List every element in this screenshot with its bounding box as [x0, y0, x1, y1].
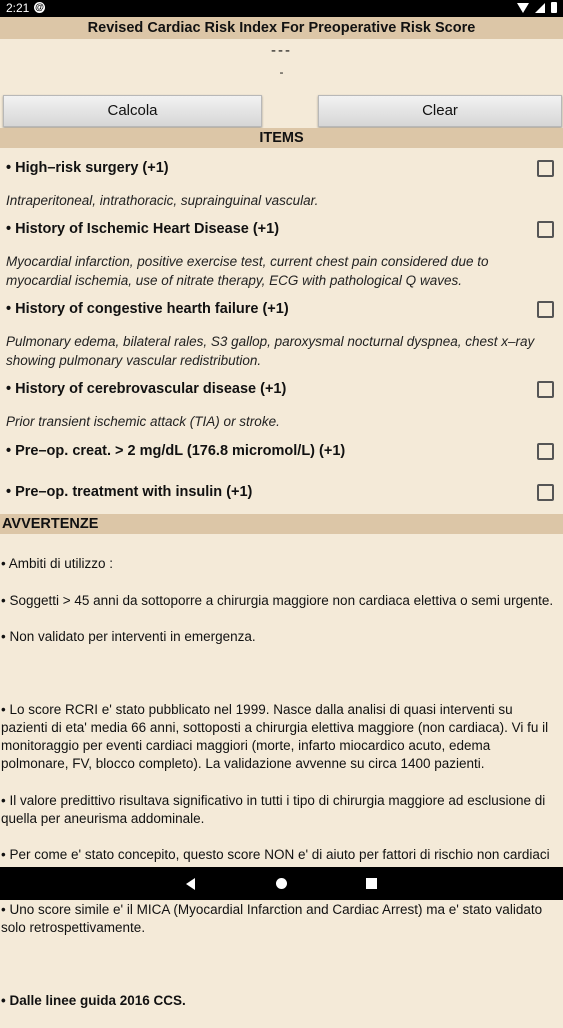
item-heart-failure-checkbox[interactable]	[537, 301, 554, 318]
item-high-risk-surgery-label: • High–risk surgery (+1)	[6, 160, 169, 176]
items-header: ITEMS	[0, 128, 563, 148]
warning-line: • Lo score RCRI e' stato pubblicato nel 1999. Nasce dalla analisi di quasi interventi su pazienti di eta' media 66 anni, sottoposti a chirurgia elettiva maggiore (non cardiaca). Vi fu il monitoraggio per eventi cardiaci maggiori (morte, infarto miocardico acuto, edema polmonare, FV, blocco completo). La validazione avvenne su circa 1400 pazienti.	[1, 701, 549, 772]
item-insulin-checkbox[interactable]	[537, 484, 554, 501]
item-cerebrovascular-label: • History of cerebrovascular disease (+1)	[6, 381, 287, 397]
warning-guideline: • Dalle linee guida 2016 CCS.	[1, 992, 186, 1008]
warning-line: • Non validato per interventi in emergenza.	[1, 629, 256, 645]
item-insulin-label: • Pre–op. treatment with insulin (+1)	[6, 484, 253, 500]
item-ischemic-heart-disease-label: • History of Ischemic Heart Disease (+1)	[6, 221, 280, 237]
recent-apps-icon[interactable]	[366, 878, 377, 889]
back-icon[interactable]	[186, 878, 195, 890]
battery-icon	[551, 2, 557, 13]
wifi-icon	[517, 3, 529, 13]
item-high-risk-surgery-checkbox[interactable]	[537, 160, 554, 177]
item-heart-failure-desc: Pulmonary edema, bilateral rales, S3 gallop, paroxysmal nocturnal dyspnea, chest x–ray showing pulmonary vascular redistribution.	[6, 334, 535, 368]
status-bar	[0, 0, 563, 17]
item-ischemic-heart-disease-desc: Myocardial infarction, positive exercise test, current chest pain considered due to myocardial ischemia, use of nitrate therapy, ECG with pathological Q waves.	[6, 254, 489, 288]
status-time: 2:21	[6, 1, 30, 15]
warning-line: • Il valore predittivo risultava significativo in tutti i tipo di chirurgia maggiore ad esclusione di quella per aneurisma addominale.	[1, 792, 546, 826]
warning-line: • Uno score simile e' il MICA (Myocardial Infarction and Cardiac Arrest) ma e' stato validato solo retrospettivamente.	[1, 901, 543, 936]
home-icon[interactable]	[276, 878, 287, 889]
calcola-button[interactable]: Calcola	[3, 95, 262, 127]
warnings-header: AVVERTENZE	[0, 514, 563, 534]
score-detail: -	[279, 65, 284, 79]
cellular-icon	[535, 3, 545, 13]
item-ischemic-heart-disease-checkbox[interactable]	[537, 221, 554, 238]
spacer	[1, 955, 557, 973]
warning-line: • Per come e' stato concepito, questo score NON e' di aiuto per fattori di rischio non cardiaci	[1, 847, 550, 863]
notification-icon: @	[35, 2, 44, 12]
item-heart-failure-label: • History of congestive hearth failure (+1)	[6, 301, 289, 317]
item-creatinine-checkbox[interactable]	[537, 443, 554, 460]
item-creatinine-label: • Pre–op. creat. > 2 mg/dL (176.8 micromol/L) (+1)	[6, 443, 346, 459]
score-result: ---	[271, 42, 292, 59]
clear-button[interactable]: Clear	[318, 95, 562, 127]
spacer	[1, 664, 557, 682]
warning-line: • Soggetti > 45 anni da sottoporre a chirurgia maggiore non cardiaca elettiva o semi urgente.	[1, 592, 554, 608]
warnings-text	[1, 537, 557, 1028]
item-cerebrovascular-desc: Prior transient ischemic attack (TIA) or stroke.	[6, 414, 280, 429]
item-high-risk-surgery-desc: Intraperitoneal, intrathoracic, suprainguinal vascular.	[6, 193, 319, 208]
item-cerebrovascular-checkbox[interactable]	[537, 381, 554, 398]
warning-line: • Ambiti di utilizzo :	[1, 556, 114, 572]
navigation-bar	[0, 867, 563, 900]
page-title: Revised Cardiac Risk Index For Preoperative Risk Score	[0, 17, 563, 39]
status-icons	[517, 2, 557, 13]
